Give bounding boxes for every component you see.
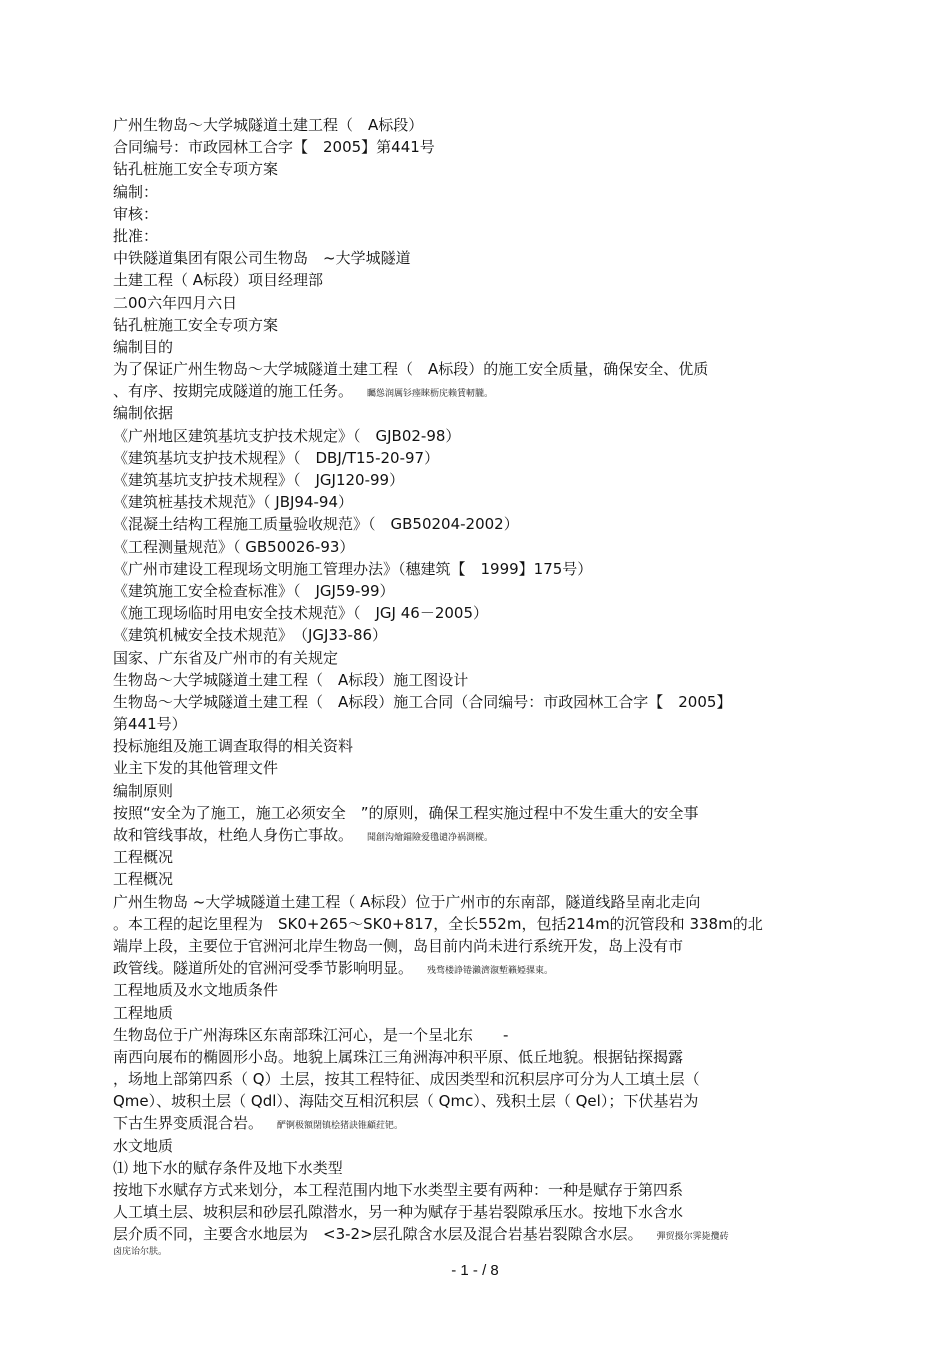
paragraph-line: ，场地上部第四系（ Q）土层，按其工程特征、成因类型和沉积层序可分为人工填土层（ (113, 1070, 700, 1089)
reviewed-by: 审核： (113, 204, 159, 223)
paragraph-line (113, 380, 853, 402)
paragraph-line: 端岸上段，主要位于官洲河北岸生物岛一侧，岛目前内尚未进行系统开发，岛上没有市 (113, 936, 684, 955)
paragraph-text: 层介质不同，主要含水地层为 <3-2>层孔隙含水层及混合岩基岩裂隙含水层。 (113, 1225, 643, 1244)
paragraph-line: 。本工程的起讫里程为 SK0+265～SK0+817，全长552m，包括214m的沉管段和 338m的北 (113, 914, 763, 933)
reference-item: 投标施组及施工调查取得的相关资料 (113, 737, 354, 756)
reference-item: 《建筑施工安全检查标准》（ JGJ59-99） (113, 581, 395, 600)
reference-item: 第441号） (113, 715, 187, 734)
paragraph-line: 按照“安全为了施工，施工必须安全 ”的原则，确保工程实施过程中不发生重大的安全事 (113, 803, 699, 822)
paragraph-line (113, 1112, 853, 1134)
paragraph-text: 政管线。隧道所处的官洲河受季节影响明显。 (113, 959, 414, 978)
tiny-note-continued: 卤庑诒尔肤。 (113, 1246, 168, 1257)
reference-item: 《建筑基坑支护技术规程》（ DBJ/T15-20-97） (113, 448, 440, 467)
reference-item: 《施工现场临时用电安全技术规范》（ JGJ 46－2005） (113, 604, 489, 623)
paragraph-line: 广州生物岛 ~大学城隧道土建工程（ A标段）位于广州市的东南部，隧道线路呈南北走向 (113, 892, 701, 911)
page-number: - 1 - / 8 (451, 1262, 499, 1279)
reference-item: 《建筑基坑支护技术规程》（ JGJ120-99） (113, 471, 405, 489)
reference-item: 《工程测量规范》（ GB50026-93） (113, 537, 355, 556)
paragraph-line: 按地下水赋存方式来划分，本工程范围内地下水类型主要有两种：一种是赋存于第四系 (113, 1181, 684, 1199)
tiny-note: 酽锕极額閉镇桧猪訣锥顧荭钯。 (277, 1121, 404, 1132)
tiny-note: 残骛楼諍锩瀨濟溆塹籟婭骒東。 (427, 966, 554, 977)
reference-item: 生物岛～大学城隧道土建工程（ A标段）施工合同（合同编号：市政园林工合字【 2005】 (113, 692, 732, 711)
paragraph-text: 故和管线事故，杜绝人身伤亡事故。 (113, 826, 354, 844)
reference-item: 《广州地区建筑基坑支护技术规定》（ GJB02-98） (113, 426, 461, 445)
section-heading: 工程地质 (113, 1003, 174, 1022)
tiny-note: 聞創沟燴鐺險爱氇谴净祸測樅。 (367, 833, 494, 843)
project-title: 广州生物岛～大学城隧道土建工程（ A标段） (113, 116, 424, 134)
section-heading: 编制依据 (113, 404, 174, 423)
paragraph-text: 、有序、按期完成隧道的施工任务。 (113, 382, 354, 401)
reference-item: 国家、广东省及广州市的有关规定 (113, 648, 339, 667)
section-heading: 工程概况 (113, 870, 174, 889)
contract-number: 合同编号：市政园林工合字【 2005】第441号 (113, 138, 435, 157)
paragraph-line: 人工填土层、坡积层和砂层孔隙潜水，另一种为赋存于基岩裂隙承压水。按地下水含水 (113, 1203, 684, 1222)
compiled-by: 编制： (113, 182, 159, 201)
reference-item: 《广州市建设工程现场文明施工管理办法》（穗建筑【 1999】175号） (113, 559, 593, 578)
paragraph-line: 生物岛位于广州海珠区东南部珠江河心，是一个呈北东 - (113, 1025, 509, 1044)
section-heading: 工程地质及水文地质条件 (113, 981, 279, 1000)
paragraph-line: 为了保证广州生物岛～大学城隧道土建工程（ A标段）的施工安全质量，确保安全、优质 (113, 360, 709, 379)
document-body (113, 114, 853, 1258)
paragraph-line (113, 1223, 853, 1245)
reference-item: 《建筑机械安全技术规范》 （JGJ33-86） (113, 626, 388, 645)
section-heading: 工程概况 (113, 848, 174, 867)
reference-item: 《混凝土结构工程施工质量验收规范》（ GB50204-2002） (113, 515, 519, 534)
paragraph-text: 下古生界变质混合岩。 (113, 1114, 264, 1133)
paragraph-line (113, 957, 853, 979)
section-heading: 钻孔桩施工安全专项方案 (113, 315, 279, 334)
reference-item: 业主下发的其他管理文件 (113, 759, 279, 778)
section-heading: 水文地质 (113, 1136, 174, 1155)
paragraph-line (113, 824, 853, 846)
tiny-note: 彈贸摄尔霁毙攬砖 (656, 1232, 729, 1243)
paragraph-line: 南西向展布的椭圆形小岛。地貌上属珠江三角洲海冲积平原、低丘地貌。根据钻探揭露 (113, 1047, 684, 1066)
section-heading: 编制目的 (113, 337, 174, 356)
document-date: 二00六年四月六日 (113, 293, 238, 312)
subsection-heading: ⑴ 地下水的赋存条件及地下水类型 (113, 1158, 343, 1177)
document-title: 钻孔桩施工安全专项方案 (113, 160, 279, 179)
section-heading: 编制原则 (113, 781, 174, 800)
reference-item: 生物岛～大学城隧道土建工程（ A标段）施工图设计 (113, 670, 469, 689)
reference-item: 《建筑桩基技术规范》（ JBJ94-94） (113, 493, 353, 512)
tiny-note: 矚慫润厲钐瘗睞枥庑赖賃軔朧。 (367, 389, 494, 400)
company-name: 中铁隧道集团有限公司生物岛 ~大学城隧道 (113, 249, 411, 268)
approved-by: 批准： (113, 226, 159, 245)
paragraph-line: Qme）、坡积土层（ Qdl）、海陆交互相沉积层（ Qmc）、残积土层（ Qel）；下伏基岩为 (113, 1092, 699, 1111)
department-name: 土建工程（ A标段）项目经理部 (113, 271, 324, 290)
